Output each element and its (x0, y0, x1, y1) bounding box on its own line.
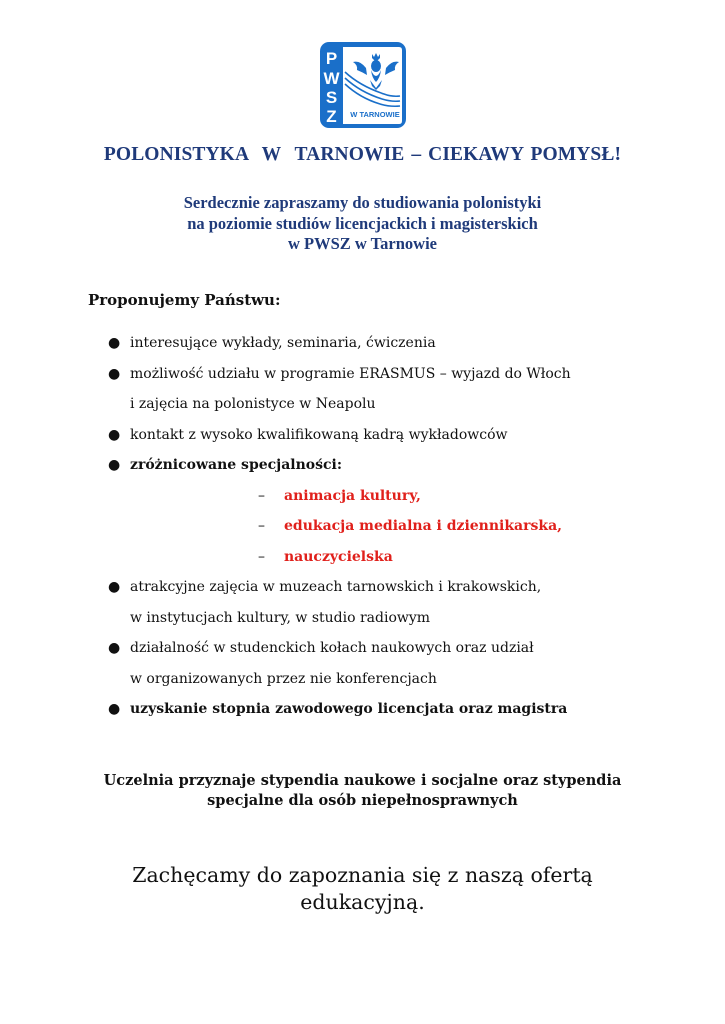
specialization-item (108, 542, 668, 573)
list-item (108, 420, 668, 451)
list-item-text: i zajęcia na polonistyce w Neapolu (130, 396, 376, 412)
logo-subtitle: W TARNOWIE (350, 110, 400, 119)
scholarship-line: Uczelnia przyznaje stypendia naukowe i socjalne oraz stypendia (103, 772, 622, 789)
list-item-text: w instytucjach kultury, w studio radiowym (130, 609, 431, 626)
invitation-line: na poziomie studiów licencjackich i magisterskich (187, 213, 538, 233)
bullet-icon: ● (108, 426, 121, 443)
logo-letter-s: S (325, 88, 338, 107)
pwsz-logo (320, 42, 406, 128)
bullet-icon: ● (108, 579, 121, 595)
bullet-icon: ● (108, 335, 121, 351)
list-item (108, 572, 668, 633)
list-item-text: w organizowanych przez nie konferencjach (130, 670, 437, 687)
specialization-text: edukacja medialna i dziennikarska, (284, 518, 563, 534)
dash-icon: – (258, 518, 265, 534)
invitation-line: w PWSZ w Tarnowie (288, 234, 437, 253)
specialization-text: nauczycielska (284, 548, 393, 565)
dash-icon: – (258, 487, 265, 504)
list-item-text: atrakcyjne zajęcia w muzeach tarnowskich i krakowskich, (130, 579, 542, 595)
logo-letter-z: Z (326, 107, 337, 126)
list-item-text: możliwość udziału w programie ERASMUS – wyjazd do Włoch (130, 365, 571, 382)
bullet-icon: ● (108, 457, 121, 473)
scholarship-note (0, 771, 725, 811)
list-item-text: kontakt z wysoko kwalifikowaną kadrą wykładowców (130, 426, 508, 443)
logo-letter-p: P (325, 49, 338, 68)
dash-icon: – (258, 548, 265, 565)
offer-list (108, 328, 668, 725)
list-item-text: uzyskanie stopnia zawodowego licencjata oraz magistra (130, 701, 568, 717)
bullet-icon: ● (108, 365, 121, 382)
list-item-text: zróżnicowane specjalności: (130, 457, 343, 473)
list-item (108, 633, 668, 694)
list-item (108, 694, 668, 725)
bullet-icon: ● (108, 640, 121, 656)
specialization-item (108, 481, 668, 512)
list-item-text: interesujące wykłady, seminaria, ćwiczenia (130, 335, 436, 351)
list-item (108, 359, 668, 420)
list-item-text: działalność w studenckich kołach naukowych oraz udział (130, 640, 534, 656)
specialization-text: animacja kultury, (284, 487, 421, 504)
page-title: POLONISTYKA W TARNOWIE – CIEKAWY POMYSŁ! (103, 144, 622, 165)
scholarship-line: specjalne dla osób niepełnosprawnych (207, 792, 518, 809)
offer-heading: Proponujemy Państwu: (88, 291, 281, 309)
list-item (108, 328, 668, 359)
specialization-item (108, 511, 668, 542)
closing-line: edukacyjną. (300, 890, 425, 914)
closing-statement (0, 862, 725, 916)
logo-letter-w: W (323, 69, 340, 88)
bullet-icon: ● (108, 701, 121, 717)
pwsz-logo-graphic (320, 42, 406, 128)
invitation-line: Serdecznie zapraszamy do studiowania polonistyki (183, 193, 542, 212)
closing-line: Zachęcamy do zapoznania się z naszą ofertą (132, 863, 593, 887)
invitation-block (0, 193, 725, 255)
list-item (108, 450, 668, 481)
